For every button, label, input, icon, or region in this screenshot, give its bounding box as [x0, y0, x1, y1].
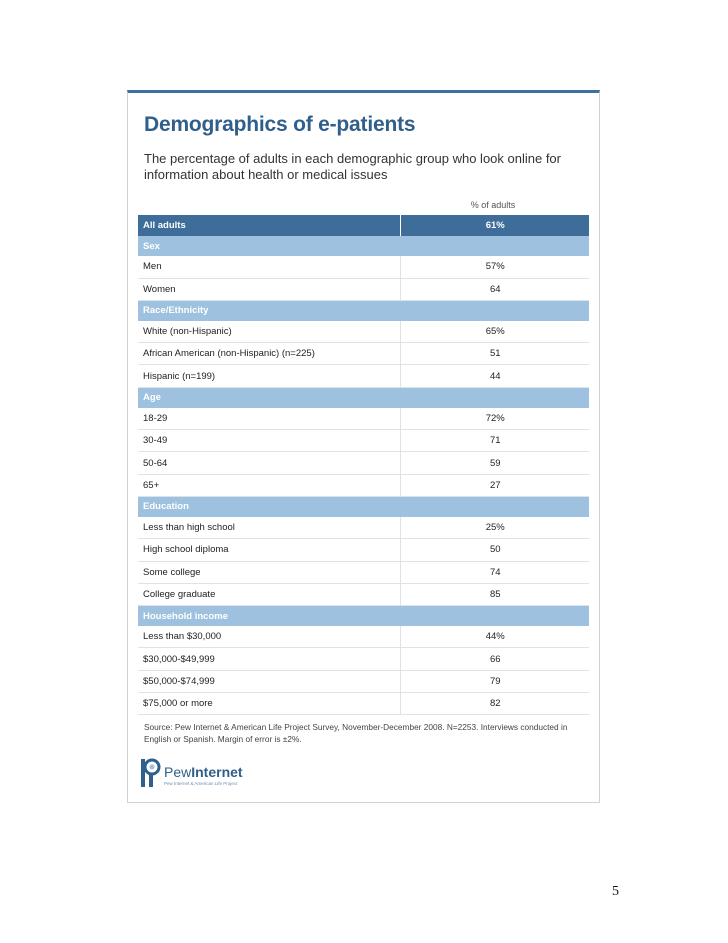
logo-name-part1: Pew [164, 764, 192, 780]
section-header [138, 387, 589, 408]
section-heading: Household income [138, 606, 589, 627]
section-heading: Age [138, 387, 589, 408]
row-label: 18-29 [138, 408, 401, 430]
row-label: White (non-Hispanic) [138, 321, 401, 343]
row-label: Men [138, 256, 401, 278]
table-row [138, 583, 589, 605]
table-row [138, 626, 589, 648]
row-value: 82 [401, 693, 589, 715]
section-header [138, 496, 589, 517]
row-label: All adults [138, 215, 401, 236]
logo-tagline: Pew Internet & American Life Project [164, 781, 238, 786]
section-header [138, 606, 589, 627]
source-note: Source: Pew Internet & American Life Project Survey, November-December 2008. N=2253. Interviews conducted in English or Spanish. Margin of error is ±2%. [144, 722, 568, 744]
column-header: % of adults [470, 200, 516, 210]
row-label: Women [138, 278, 401, 300]
table-row [138, 321, 589, 343]
row-label: Less than high school [138, 517, 401, 539]
table-row [138, 278, 589, 300]
table-row [138, 517, 589, 539]
row-value: 57% [401, 256, 589, 278]
table-row [138, 561, 589, 583]
row-label: Hispanic (n=199) [138, 365, 401, 387]
table-row [138, 670, 589, 692]
table-row [138, 430, 589, 452]
row-label: 65+ [138, 474, 401, 496]
row-value: 25% [401, 517, 589, 539]
row-value: 79 [401, 670, 589, 692]
row-value: 72% [401, 408, 589, 430]
section-header [138, 300, 589, 321]
row-label: $30,000-$49,999 [138, 648, 401, 670]
section-heading: Race/Ethnicity [138, 300, 589, 321]
row-label: High school diploma [138, 539, 401, 561]
table-row [138, 474, 589, 496]
section-heading: Education [138, 496, 589, 517]
row-label: $75,000 or more [138, 693, 401, 715]
figure-title: Demographics of e-patients [144, 113, 416, 136]
section-header [138, 236, 589, 256]
table-row [138, 648, 589, 670]
logo-name-part2: Internet [191, 764, 243, 780]
figure-card [127, 90, 600, 803]
row-value: 71 [401, 430, 589, 452]
row-value: 27 [401, 474, 589, 496]
row-label: African American (non-Hispanic) (n=225) [138, 343, 401, 365]
row-label: 30-49 [138, 430, 401, 452]
row-label: 50-64 [138, 452, 401, 474]
row-value: 66 [401, 648, 589, 670]
section-heading: Sex [138, 236, 589, 256]
row-value: 44 [401, 365, 589, 387]
row-value: 64 [401, 278, 589, 300]
table-row [138, 408, 589, 430]
pew-logo [140, 757, 340, 791]
row-label: Some college [138, 561, 401, 583]
row-label: Less than $30,000 [138, 626, 401, 648]
figure-subtitle: The percentage of adults in each demographic group who look online for information about health or medical issues [144, 151, 561, 182]
row-label: $50,000-$74,999 [138, 670, 401, 692]
demographics-table [138, 215, 589, 715]
table-row [138, 539, 589, 561]
table-row [138, 256, 589, 278]
page-number: 5 [612, 884, 619, 899]
row-value: 61% [401, 215, 589, 236]
row-value: 85 [401, 583, 589, 605]
row-value: 44% [401, 626, 589, 648]
logo-name [164, 764, 243, 780]
table-row [138, 365, 589, 387]
table-row [138, 693, 589, 715]
row-value: 65% [401, 321, 589, 343]
row-value: 51 [401, 343, 589, 365]
row-value: 50 [401, 539, 589, 561]
table-row [138, 452, 589, 474]
row-value: 74 [401, 561, 589, 583]
row-value: 59 [401, 452, 589, 474]
all-adults-row [138, 215, 589, 236]
pew-logo-icon [140, 757, 162, 789]
table-row [138, 343, 589, 365]
row-label: College graduate [138, 583, 401, 605]
